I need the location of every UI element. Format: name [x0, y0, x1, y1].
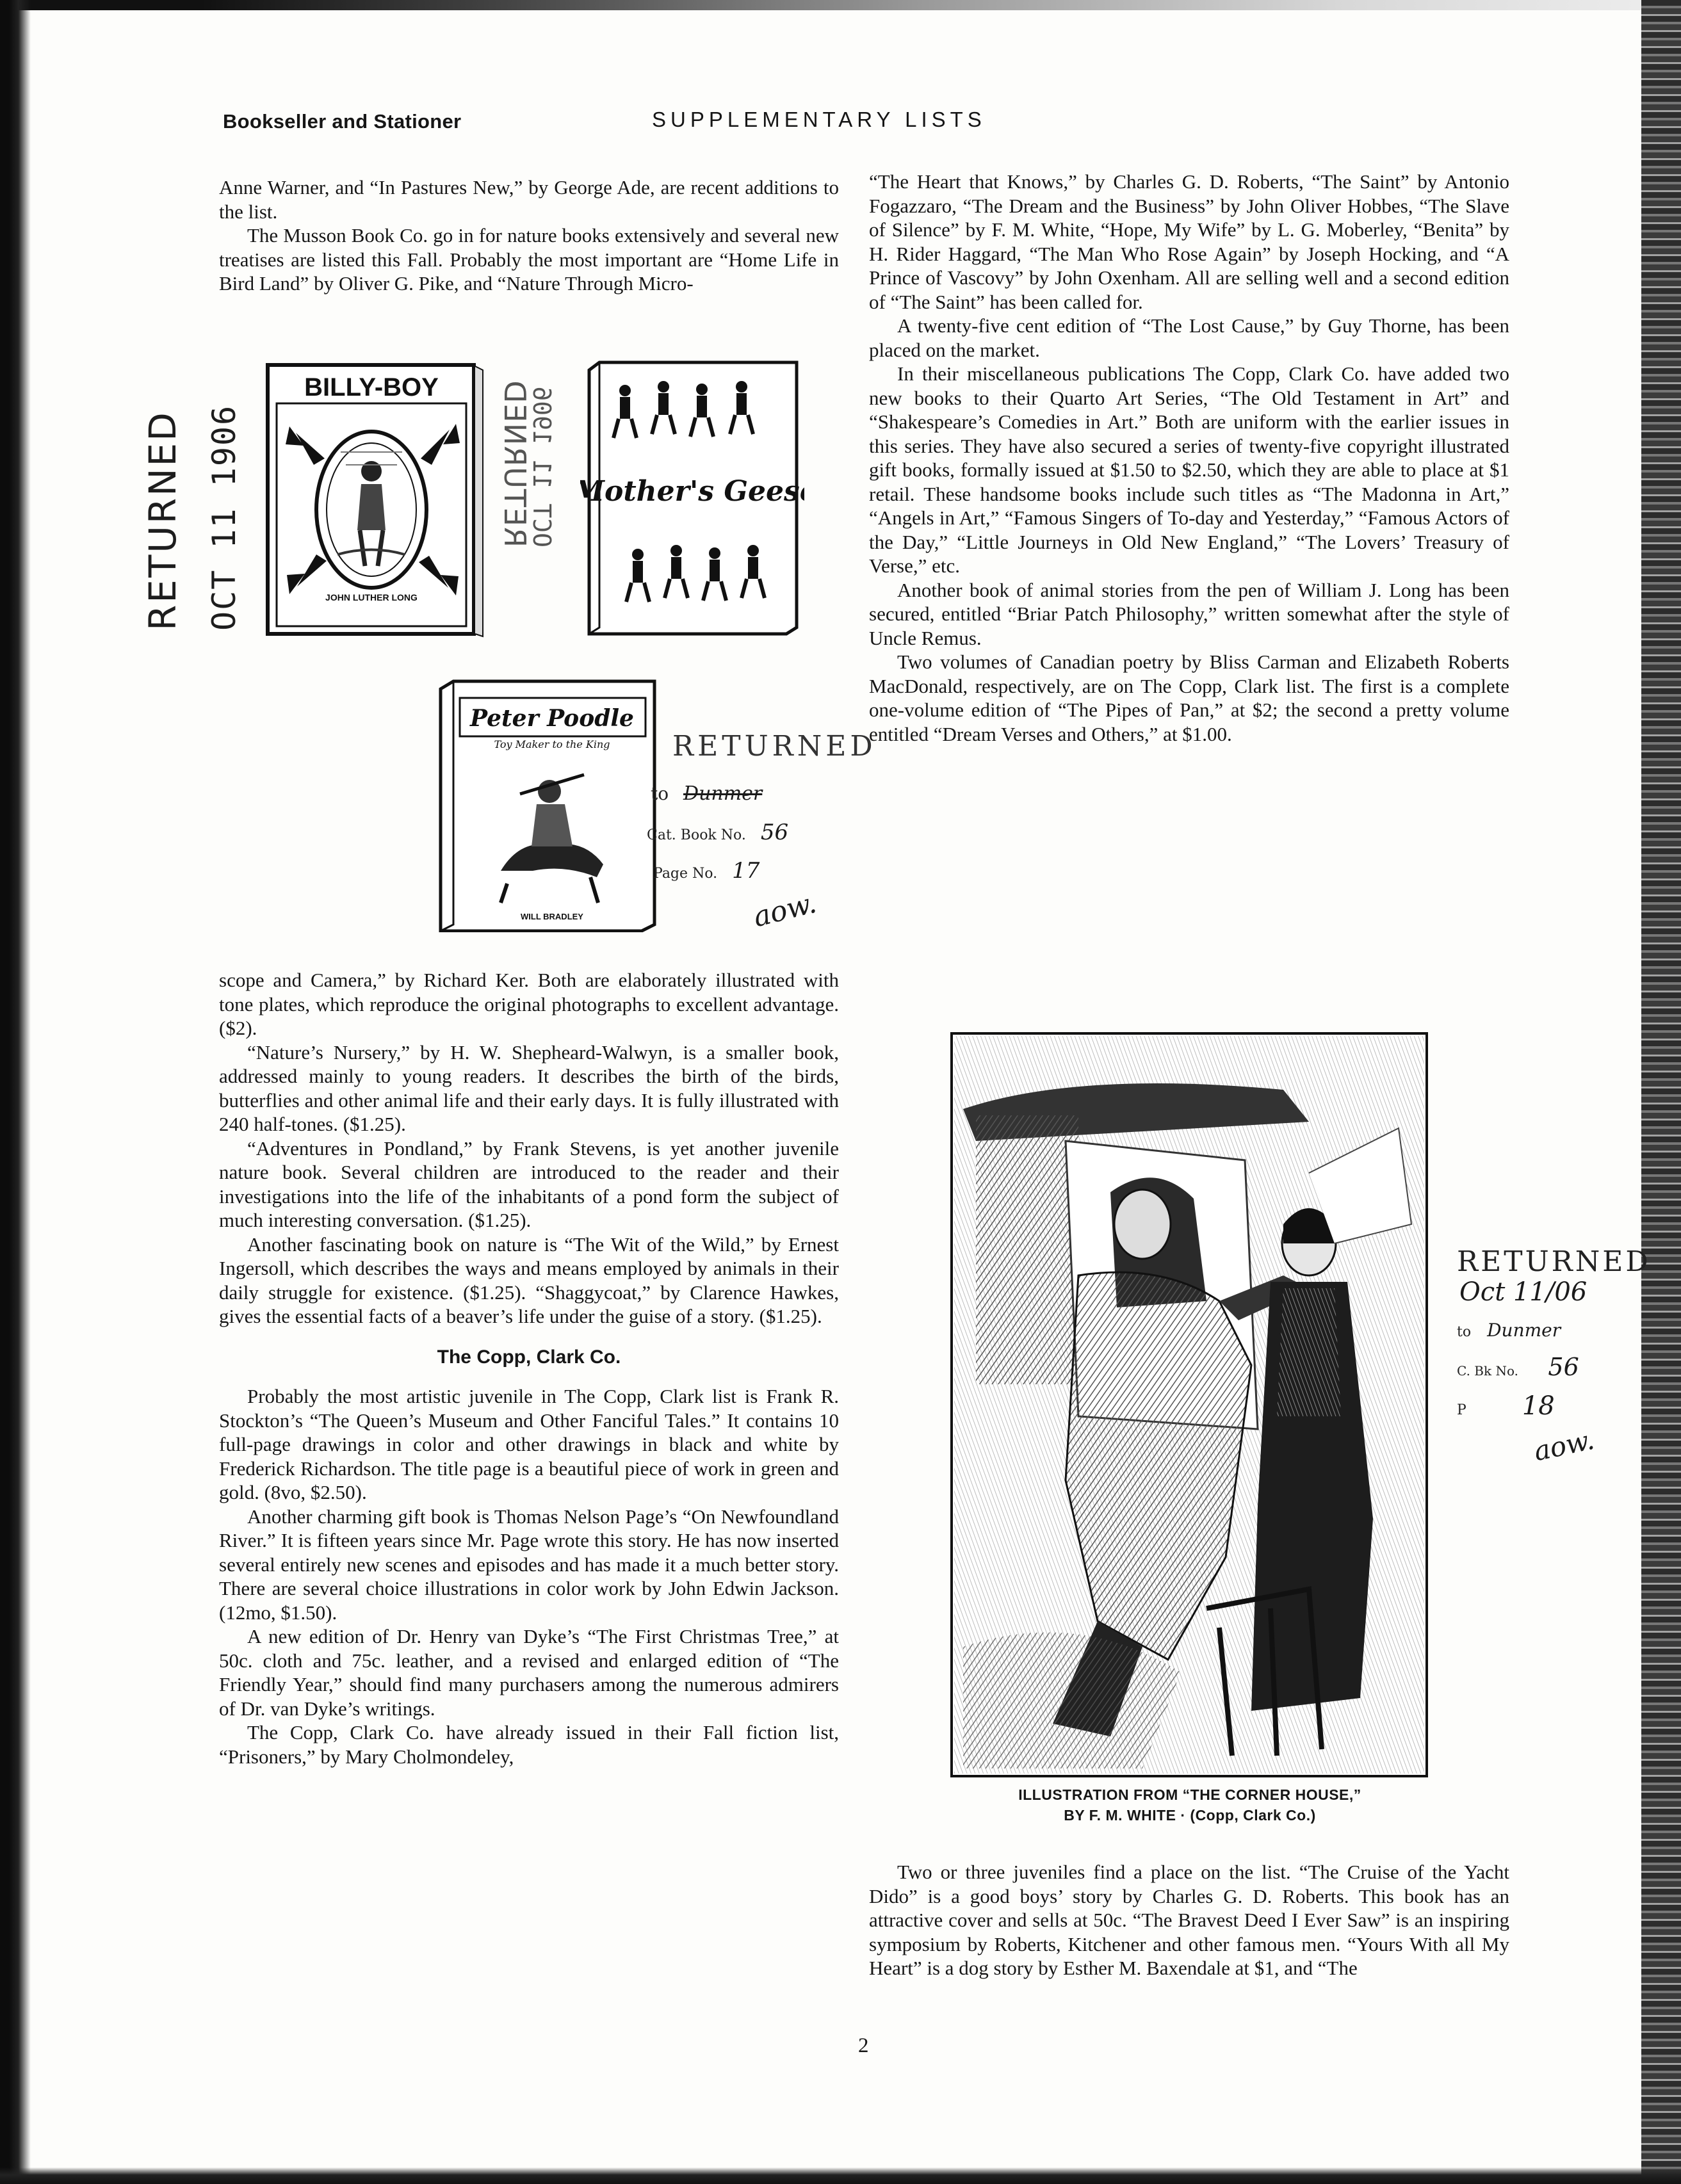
paragraph: “The Heart that Knows,” by Charles G. D. Roberts, “The Saint” by Antonio Fogazzaro, “The Dream and the Business” by John Oliver Hobbes, “The Slave of Silence” by F. M. White, “Hope, My Wife” by L. G. Moberley, “Benita” by H. Rider Haggard, “The Man Who Rose Again” by Joseph Hocking, and “A Prince of Vascovy” by John Oxenham. All are selling well and a second edition of “The Saint” has been called for. — [869, 170, 1509, 313]
stamp-word: RETURNED — [672, 730, 877, 763]
returned-stamp-vertical — [142, 375, 243, 631]
stamp-date: OCT 11 1906 — [528, 386, 556, 547]
page-number: 2 — [858, 2034, 869, 2057]
section-title: SUPPLEMENTARY LISTS — [652, 108, 986, 131]
stamp-cat-label: Cat. Book No. — [647, 827, 746, 843]
stamp-page-label: P — [1457, 1402, 1466, 1418]
stamp-initials: aow. — [750, 886, 820, 934]
returned-stamp-right — [1457, 1245, 1651, 1468]
stamp-to-label: to — [1457, 1324, 1472, 1340]
stamp-cat-value: 56 — [1548, 1353, 1579, 1381]
stamp-cat-label: C. Bk No. — [1457, 1363, 1519, 1379]
paragraph: The Copp, Clark Co. have already issued in their Fall fiction list, “Prisoners,” by Mary Cholmondeley, — [219, 1721, 839, 1768]
book-author-billy-boy: JOHN LUTHER LONG — [325, 592, 418, 603]
book-cover-peter-poodle — [424, 679, 674, 932]
stamp-page-label: Page No. — [653, 866, 718, 882]
illustration-caption — [953, 1784, 1427, 1825]
publication-title: Bookseller and Stationer — [223, 110, 462, 133]
paragraph: Anne Warner, and “In Pastures New,” by George Ade, are recent additions to the list. — [219, 176, 839, 223]
section-heading: The Copp, Clark Co. — [437, 1346, 621, 1368]
returned-stamp-vertical-2 — [498, 355, 556, 547]
stamp-word: RETURNED — [498, 380, 532, 547]
book-title-billy-boy: BILLY-BOY — [304, 373, 439, 401]
stamp-to-value: Dunmer — [1487, 1320, 1561, 1341]
paragraph: Another book of animal stories from the pen of William J. Long has been secured, entitled “Briar Patch Philosophy,” written somewhat after the style of Uncle Remus. — [869, 578, 1509, 649]
scan-edge-left — [0, 0, 31, 2184]
paragraph: Probably the most artistic juvenile in The Copp, Clark list is Frank R. Stockton’s “The Queen’s Museum and Other Fanciful Tales.” It contains 10 full-page drawings in color and other drawings in black and white by Frederick Richardson. The title page is a beautiful piece of work in green and gold. (8vo, $2.50). — [219, 1385, 839, 1503]
caption-line-1: ILLUSTRATION FROM “THE CORNER HOUSE,” — [1018, 1786, 1361, 1803]
paragraph: Another fascinating book on nature is “The Wit of the Wild,” by Ernest Ingersoll, which describes the ways and means employed by animals in their daily struggle for existence. ($1.25). “Shaggycoat,” by Clarence Hawkes, gives the essential facts of a beaver’s life under the guise of a story. ($1.25). — [219, 1233, 839, 1327]
paragraph: A twenty-five cent edition of “The Lost Cause,” by Guy Thorne, has been placed on the market. — [869, 314, 1509, 361]
stamp-word: RETURNED — [141, 410, 184, 631]
paragraph: A new edition of Dr. Henry van Dyke’s “The First Christmas Tree,” at 50c. cloth and 75c. leather, and a revised and enlarged edition of “The Friendly Year,” should find many purchasers among the numerous admirers of Dr. van Dyke’s writings. — [219, 1625, 839, 1720]
scan-edge-top — [0, 0, 1681, 10]
paragraph: “Nature’s Nursery,” by H. W. Shepheard-Walwyn, is a smaller book, addressed mainly to young readers. It describes the birth of the birds, butterflies and other animal life and their early days. It is fully illustrated with 240 half-tones. ($1.25). — [219, 1040, 839, 1135]
illustration-corner-house — [950, 1032, 1428, 1777]
scan-edge-right — [1641, 0, 1681, 2184]
paragraph: Two or three juveniles find a place on the list. “The Cruise of the Yacht Dido” is a good boys’ story by Charles G. D. Roberts. This book has an attractive cover and sells at 50c. “The Bravest Deed I Ever Saw” is an inspiring symposium by Roberts, Kitchener and other famous men. “Yours With all My Heart” is a dog story by Esther M. Baxendale at $1, and “The — [869, 1861, 1509, 1979]
scan-edge-bottom — [0, 2167, 1681, 2184]
book-cover-billy-boy — [264, 362, 488, 639]
book-title-peter-poodle: Peter Poodle — [470, 705, 634, 732]
book-title-mothers-geese: Mother's Geese — [580, 475, 804, 508]
paragraph: “Adventures in Pondland,” by Frank Stevens, is yet another juvenile nature book. Several children are introduced to the reader and their investigations into the life of the inhabitants of a pond form the subject of much interesting conversation. ($1.25). — [219, 1136, 839, 1231]
book-cover-mothers-geese — [580, 359, 804, 638]
book-subtitle-peter-poodle: Toy Maker to the King — [494, 738, 610, 750]
stamp-date: OCT 11 1906 — [206, 404, 243, 631]
right-column-bottom — [869, 1860, 1509, 1980]
stamp-page-value: 18 — [1522, 1391, 1555, 1421]
right-column-top — [869, 170, 1509, 746]
stamp-to-label: to — [651, 783, 669, 804]
stamp-word: RETURNED — [1457, 1245, 1651, 1278]
left-column-top — [219, 175, 839, 296]
book-author-peter-poodle: WILL BRADLEY — [521, 912, 583, 921]
paragraph: scope and Camera,” by Richard Ker. Both are elaborately illustrated with tone plates, which reproduce the original photographs to excellent advantage. ($2). — [219, 969, 839, 1039]
paragraph: The Musson Book Co. go in for nature books extensively and several new treatises are listed this Fall. Probably the most important are “Home Life in Bird Land” by Oliver G. Pike, and “Nature Through Micro- — [219, 224, 839, 295]
stamp-to-value: Dunmer — [683, 782, 763, 805]
returned-stamp-mid — [647, 730, 877, 935]
paragraph: In their miscellaneous publications The Copp, Clark Co. have added two new books to their Quarto Art Series, “The Old Testament in Art” and “Shakespeare’s Comedies in Art.” Both are uniform with the earlier issues in this series. They have also secured a series of twenty-five copyright illustrated gift books, formally issued at $1.50 to $2.50, which they are able to place at $1 retail. These handsome books include such titles as “The Madonna in Art,” “Angels in Art,” “Famous Singers of To-day and Yesterday,” “Famous Actors of the Day,” “Little Journeys in Old New England,” “The Lovers’ Treasury of Verse,” etc. — [869, 362, 1509, 577]
stamp-initials: aow. — [1531, 1423, 1597, 1468]
left-column-bottom — [219, 968, 839, 1768]
paragraph: Another charming gift book is Thomas Nelson Page’s “On Newfoundland River.” It is fifteen years since Mr. Page wrote this story. He has now inserted several entirely new scenes and episodes and has made it a much better story. There are several choice illustrations in color work by John Edwin Jackson. (12mo, $1.50). — [219, 1505, 839, 1624]
stamp-cat-value: 56 — [760, 820, 789, 845]
caption-line-2: BY F. M. WHITE · (Copp, Clark Co.) — [1064, 1807, 1316, 1824]
stamp-date: Oct 11/06 — [1459, 1277, 1588, 1307]
paragraph: Two volumes of Canadian poetry by Bliss Carman and Elizabeth Roberts MacDonald, respectively, are on The Copp, Clark list. The first is a complete one-volume edition of “The Pipes of Pan,” at $2; the second a pretty volume entitled “Dream Verses and Others,” at $1.00. — [869, 651, 1509, 745]
stamp-page-value: 17 — [732, 858, 760, 884]
